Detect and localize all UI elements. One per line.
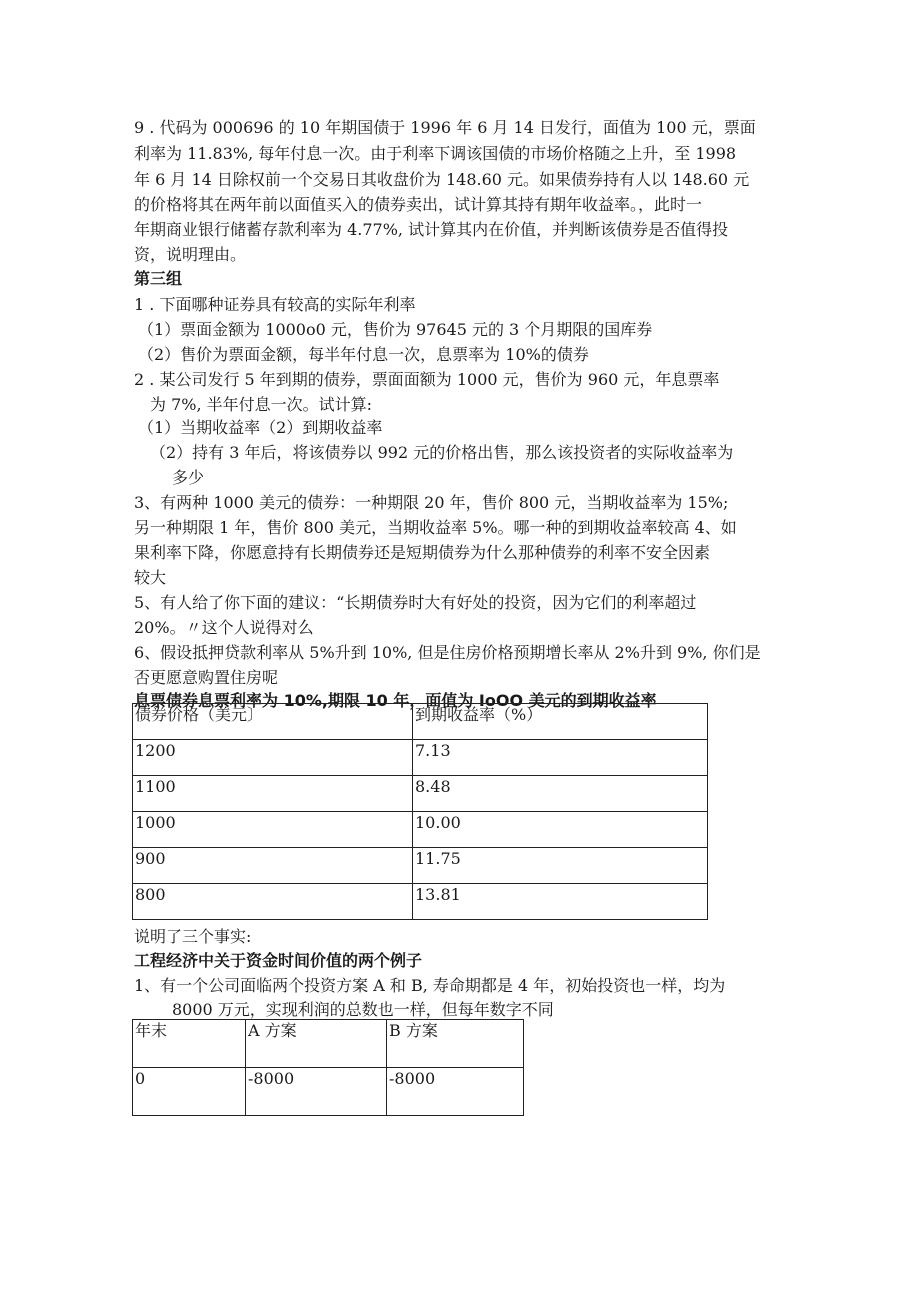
yield-cell: 10.00 xyxy=(413,812,708,848)
group3-q1-option-1: （1）票面金额为 1000o0 元，售价为 97645 元的 3 个月期限的国库券 xyxy=(138,320,653,339)
yield-cell: 8.48 xyxy=(413,776,708,812)
q9-line-4: 的价格将其在两年前以面值买入的债券卖出，试计算其持有期年收益率。，此时一 xyxy=(134,195,703,214)
group3-heading: 第三组 xyxy=(134,269,183,288)
engineering-heading: 工程经济中关于资金时间价值的两个例子 xyxy=(134,951,423,970)
group3-q2-line-1: 2 . 某公司发行 5 年到期的债券，票面面额为 1000 元，售价为 960 元，年息票率 xyxy=(134,370,720,389)
group3-q2-option-2: （2）持有 3 年后，将该债券以 992 元的价格出售，那么该投资者的实际收益率为 xyxy=(150,443,734,462)
group3-q3-line-2: 另一种期限 1 年，售价 800 美元，当期收益率 5%。哪一种的到期收益率较高 4、如 xyxy=(134,518,737,537)
plan-a-cell: -8000 xyxy=(246,1068,387,1116)
group3-q2-option-1: （1）当期收益率（2）到期收益率 xyxy=(138,418,383,437)
group3-q5-line-1: 5、有人给了你下面的建议：“长期债券时大有好处的投资，因为它们的利率超过 xyxy=(134,593,697,612)
price-cell: 1100 xyxy=(133,776,413,812)
q9-line-3: 年 6 月 14 日除权前一个交易日其收盘价为 148.60 元。如果债券持有人以 148.60 元 xyxy=(134,170,750,189)
price-cell: 800 xyxy=(133,884,413,920)
table-row xyxy=(133,1068,524,1116)
group3-q3-line-4: 较大 xyxy=(134,568,167,587)
table-header-row xyxy=(133,704,708,740)
table-row xyxy=(133,848,708,884)
q9-line-1: 9 . 代码为 000696 的 10 年期国债于 1996 年 6 月 14 日发行，面值为 100 元，票面 xyxy=(134,118,756,137)
plan-table xyxy=(132,1019,524,1116)
price-cell: 900 xyxy=(133,848,413,884)
table-row xyxy=(133,776,708,812)
table-row xyxy=(133,884,708,920)
header-cell: 到期收益率（%） xyxy=(413,704,708,740)
yield-table xyxy=(132,703,708,920)
year-cell: 0 xyxy=(133,1068,246,1116)
engineering-q1-line-2: 8000 万元，实现利润的总数也一样，但每年数字不同 xyxy=(172,1000,554,1019)
q9-line-6: 资，说明理由。 xyxy=(134,245,247,264)
header-cell: 债券价格（美元〕 xyxy=(133,704,413,740)
yield-cell: 11.75 xyxy=(413,848,708,884)
group3-q2-option-2-cont: 多少 xyxy=(172,468,205,487)
group3-q6-line-1: 6、假设抵押贷款利率从 5%升到 10%, 但是住房价格预期增长率从 2%升到 9%, 你们是 xyxy=(134,643,761,662)
group3-q5-line-2: 20%。〃这个人说得对么 xyxy=(134,618,314,637)
group3-q1-option-2: （2）售价为票面金额，每半年付息一次，息票率为 10%的债券 xyxy=(138,345,589,364)
price-cell: 1200 xyxy=(133,740,413,776)
yield-cell: 7.13 xyxy=(413,740,708,776)
price-cell: 1000 xyxy=(133,812,413,848)
group3-q1: 1 . 下面哪种证券具有较高的实际年利率 xyxy=(134,295,416,314)
table-row xyxy=(133,812,708,848)
group3-q2-line-2: 为 7%, 半年付息一次。试计算: xyxy=(150,395,373,414)
table-header-row xyxy=(133,1020,524,1068)
header-cell: B 方案 xyxy=(387,1020,524,1068)
q9-line-2: 利率为 11.83%, 每年付息一次。由于利率下调该国债的市场价格随之上升，至 1998 xyxy=(134,144,737,163)
plan-b-cell: -8000 xyxy=(387,1068,524,1116)
yield-table-note: 说明了三个事实: xyxy=(134,927,252,946)
yield-table-title: 息票债券息票利率为 10%,期限 10 年，面值为 IoOO 美元的到期收益率 xyxy=(134,691,657,710)
engineering-q1-line-1: 1、有一个公司面临两个投资方案 A 和 B, 寿命期都是 4 年，初始投资也一样，均为 xyxy=(134,976,726,995)
table-row xyxy=(133,740,708,776)
q9-line-5: 年期商业银行储蓄存款利率为 4.77%, 试计算其内在价值，并判断该债券是否值得投 xyxy=(134,220,729,239)
yield-cell: 13.81 xyxy=(413,884,708,920)
header-cell: A 方案 xyxy=(246,1020,387,1068)
group3-q3-line-3: 果利率下降，你愿意持有长期债券还是短期债券为什么那种债券的利率不安全因素 xyxy=(134,543,711,562)
header-cell: 年末 xyxy=(133,1020,246,1068)
group3-q6-line-2: 否更愿意购置住房呢 xyxy=(134,668,279,687)
group3-q3-line-1: 3、有两种 1000 美元的债券：一种期限 20 年，售价 800 元，当期收益率为 15%; xyxy=(134,493,729,512)
